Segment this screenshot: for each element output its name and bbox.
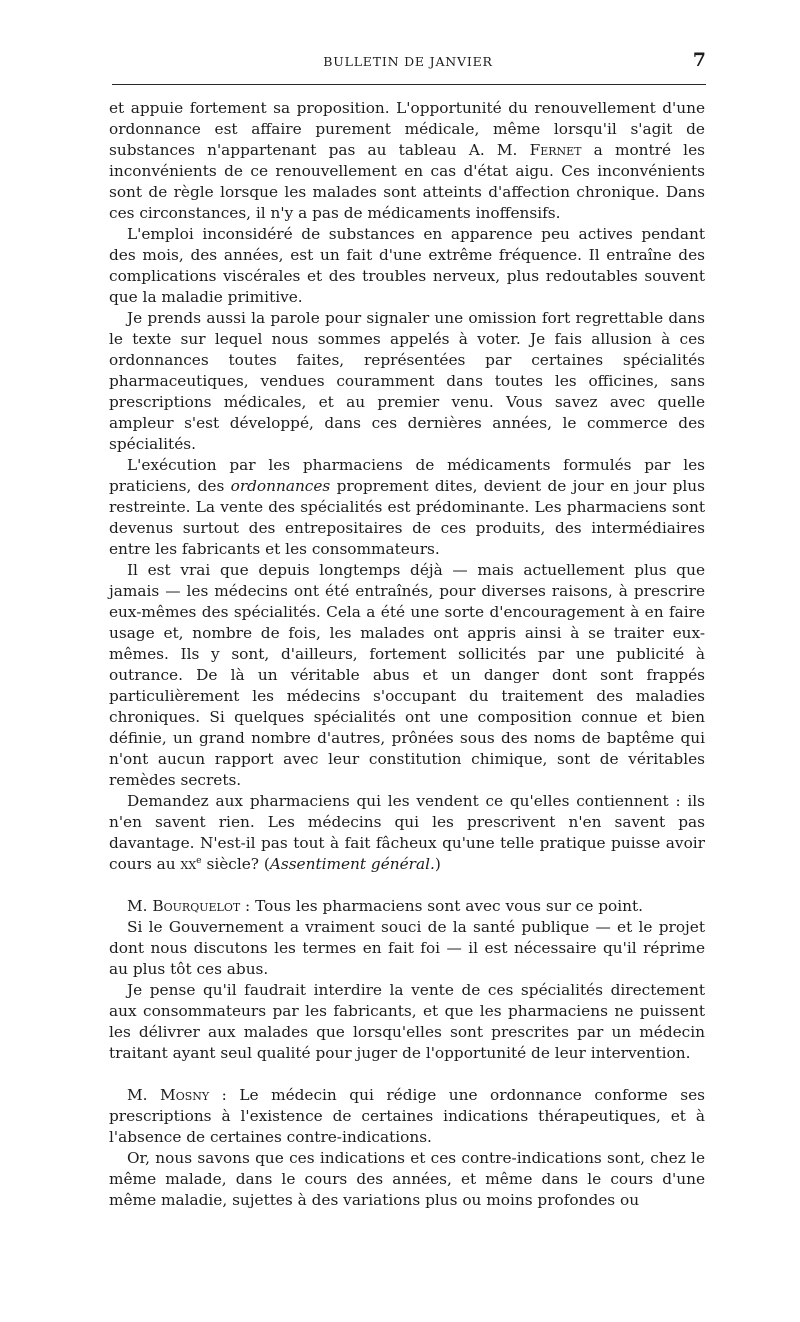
paragraph-indications: Or, nous savons que ces indications et ces contre-indications sont, chez le même malade, dans le cours des années, et même dans le cours d'une même maladie, sujettes à des variations plus ou moins profondes ou (109, 1149, 705, 1209)
paragraph-emploi-inconsidere: L'emploi inconsidéré de substances en apparence peu actives pendant des mois, des années, est un fait d'une extrême fréquence. Il entraîne des complications viscérales et des troubles nerveux, plus redoutables souvent que la maladie primitive. (109, 225, 705, 306)
speaker-name-fernet: Fernet (529, 141, 582, 159)
paragraph-specialites: Il est vrai que depuis longtemps déjà — mais actuellement plus que jamais — les médecins ont été entraînés, pour diverses raisons, à prescrire eux-mêmes des spécialités. Cela a été une sorte d'encouragement à en faire usage et, nombre de fois, les malades ont appris ainsi à se traiter eux-mêmes. Ils y sont, d'ailleurs, fortement sollicités par une publicité à outrance. De là un véritable abus et un danger dont sont frappés particulièrement les médecins s'occupant du traitement des maladies chroniques. Si quelques spécialités ont une composition connue et bien définie, un grand nombre d'autres, prônées sous des noms de baptême qui n'ont aucun rapport avec leur constitution chimique, sont de véritables remèdes secrets. (109, 561, 705, 789)
paragraph-bourquelot: M. Bourquelot : Tous les pharmaciens sont avec vous sur ce point. (127, 897, 643, 915)
paragraph-renouvellement: et appuie fortement sa proposition. L'opportunité du renouvellement d'une ordonnance est affaire purement médicale, même lorsqu'il s'agit de substances n'appartenant pas au tableau A. M. Fernet a montré les inconvénients de ce renouvellement en cas d'état aigu. Ces inconvénients sont de règle lorsque les malades sont atteints d'affection chronique. Dans ces circonstances, il n'y a pas de médicaments inoffensifs. (109, 99, 705, 222)
emphasis-ordonnances: ordonnances (230, 477, 331, 495)
header-rule (112, 84, 706, 85)
running-title: BULLETIN DE JANVIER (323, 54, 493, 69)
paragraph-gouvernement: Si le Gouvernement a vraiment souci de la santé publique — et le projet dont nous discutons les termes en fait foi — il est nécessaire qu'il réprime au plus tôt ces abus. (109, 918, 705, 978)
paragraph-demandez: Demandez aux pharmaciens qui les vendent ce qu'elles contiennent : ils n'en savent rien. Les médecins qui les prescrivent n'en savent pas davantage. N'est-il pas tout à fait fâcheux qu'une telle pratique puisse avoir cours au $xx^e$ siècle? (Assentiment général.) (109, 792, 705, 873)
century-superscript: e (196, 854, 202, 866)
applause-note: Assentiment général. (269, 855, 435, 873)
century-numeral: xx (180, 855, 197, 873)
paragraph-omission: Je prends aussi la parole pour signaler une omission fort regrettable dans le texte sur lequel nous sommes appelés à voter. Je fais allusion à ces ordonnances toutes faites, représentées par certaines spécialités pharmaceutiques, vendues couramment dans toutes les officines, sans prescriptions médicales, et au premier venu. Vous savez avec quelle ampleur s'est développé, dans ces dernières années, le commerce des spécialités. (109, 309, 705, 453)
body-text (109, 98, 705, 1211)
speaker-name-bourquelot: Bourquelot (152, 897, 241, 915)
paragraph-execution: L'exécution par les pharmaciens de médicaments formulés par les praticiens, des ordonnances proprement dites, devient de jour en jour plus restreinte. La vente des spécialités est prédominante. Les pharmaciens sont devenus surtout des entrepositaires de ces produits, des intermédiaires entre les fabricants et les consommateurs. (109, 456, 705, 558)
paragraph-interdire: Je pense qu'il faudrait interdire la vente de ces spécialités directement aux consommateurs par les fabricants, et que les pharmaciens ne puissent les délivrer aux malades que lorsqu'elles sont prescrites par un médecin traitant ayant seul qualité pour juger de l'opportunité de leur intervention. (109, 981, 705, 1062)
paragraph-mosny: M. Mosny : Le médecin qui rédige une ordonnance conforme ses prescriptions à l'existence de certaines indications thérapeutiques, et à l'absence de certaines contre-indications. (109, 1086, 706, 1146)
running-header (110, 50, 706, 74)
page-number: 7 (692, 49, 706, 71)
speaker-name-mosny: Mosny (160, 1086, 210, 1104)
